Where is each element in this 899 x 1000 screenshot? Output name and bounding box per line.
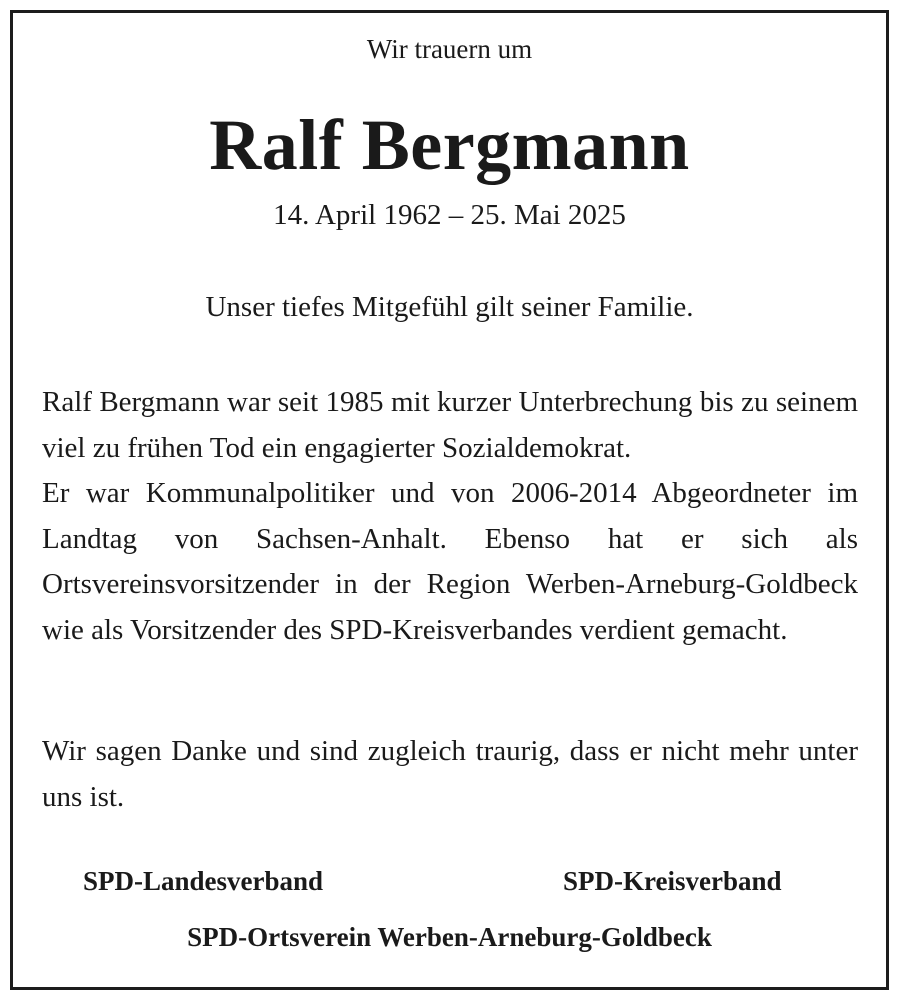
signature-ortsverein: SPD-Ortsverein Werben-Arneburg-Goldbeck — [187, 922, 712, 952]
deceased-name: Ralf Bergmann — [209, 105, 690, 185]
signature-landesverband: SPD-Landesverband — [83, 866, 324, 896]
biography-paragraph — [42, 380, 858, 654]
intro-line: Wir trauern um — [366, 34, 533, 64]
thanks-paragraph: Wir sagen Danke und sind zugleich traurig, dass er nicht mehr unter uns ist. — [42, 735, 858, 813]
bio-line-1: Ralf Bergmann war seit 1985 mit kurzer Unterbrechung bis zu seinem viel zu frühen Tod ein engagierter Sozialdemokrat. — [42, 386, 858, 464]
sympathy-line: Unser tiefes Mitgefühl gilt seiner Familie. — [205, 291, 694, 323]
life-dates: 14. April 1962 – 25. Mai 2025 — [273, 199, 626, 231]
bio-line-2: Er war Kommunalpolitiker und von 2006-2014 Abgeordneter im Landtag von Sachsen-Anhalt. Ebenso hat er sich als Ortsvereinsvorsitzender in der Region Werben-Arneburg-Goldbeck wie als Vorsitzender des SPD-Kreisverbandes verdient gemacht. — [42, 477, 858, 646]
signature-kreisverband: SPD-Kreisverband — [563, 866, 782, 896]
